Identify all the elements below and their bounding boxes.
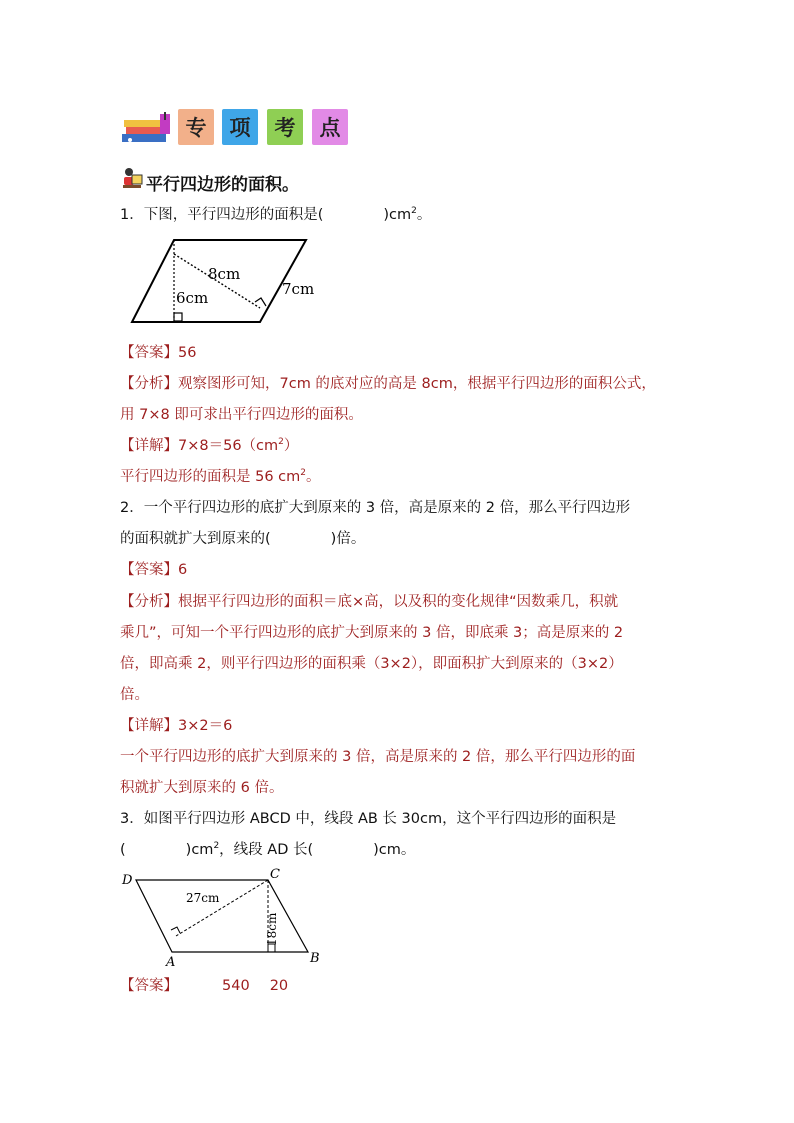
q3-question-1: 3．如图平行四边形 ABCD 中，线段 AB 长 30cm，这个平行四边形的面积是 <box>120 811 617 827</box>
q2-question-1: 2．一个平行四边形的底扩大到原来的 3 倍，高是原来的 2 倍，那么平行四边形 <box>120 500 631 516</box>
q2-analysis-1: 【分析】根据平行四边形的面积＝底×高，以及积的变化规律“因数乘几，积就 <box>120 594 619 610</box>
q1-side-label: 7cm <box>282 280 315 298</box>
q1-question: 1．下图，平行四边形的面积是( )$cm^2$。 <box>120 206 432 223</box>
q3-label-c: C <box>270 867 280 882</box>
q3-height-label: 18cm <box>265 912 279 946</box>
q2-detail: 【详解】3×2＝6 <box>120 718 233 734</box>
q2-question-2: 的面积就扩大到原来的( )倍。 <box>120 531 366 547</box>
q1-height-label: 6cm <box>176 289 209 307</box>
q2-analysis-4: 倍。 <box>120 687 149 703</box>
banner-box-3: 考 <box>267 109 303 145</box>
q3-label-d: D <box>122 873 133 888</box>
q1-figure <box>128 236 328 332</box>
q2-answer: 【答案】6 <box>120 562 188 578</box>
q1-detail: 【详解】$7\times 8=56(cm^2)$ <box>120 437 299 454</box>
q3-diag-label: 27cm <box>186 891 220 905</box>
banner-box-1: 专 <box>178 109 214 145</box>
q2-analysis-2: 乘几”，可知一个平行四边形的底扩大到原来的 3 倍，即底乘 3；高是原来的 2 <box>120 625 624 641</box>
q1-diag-label: 8cm <box>208 265 241 283</box>
q2-conclusion-1: 一个平行四边形的底扩大到原来的 3 倍，高是原来的 2 倍，那么平行四边形的面 <box>120 749 636 765</box>
banner-box-2: 项 <box>222 109 258 145</box>
q2-analysis-3: 倍，即高乘 2，则平行四边形的面积乘（3×2），即面积扩大到原来的（3×2） <box>120 656 623 672</box>
q1-analysis-1: 【分析】观察图形可知，7cm 的底对应的高是 8cm，根据平行四边形的面积公式， <box>120 376 656 392</box>
q1-analysis-2: 用 7×8 即可求出平行四边形的面积。 <box>120 407 363 423</box>
banner-box-4: 点 <box>312 109 348 145</box>
books-icon <box>120 110 174 146</box>
q3-figure <box>116 864 326 968</box>
q3-answer: 【答案】 540 20 <box>120 978 289 994</box>
q3-question-2: ( )$cm^2$，线段 AD 长( )cm。 <box>120 841 416 858</box>
q1-conclusion: 平行四边形的面积是 56 $cm^2$。 <box>120 468 321 485</box>
q3-label-a: A <box>166 955 176 968</box>
section-title: 平行四边形的面积。 <box>146 175 299 195</box>
reader-icon <box>120 166 144 190</box>
q3-label-b: B <box>310 951 320 966</box>
q2-conclusion-2: 积就扩大到原来的 6 倍。 <box>120 780 284 796</box>
q1-answer: 【答案】56 <box>120 345 197 361</box>
